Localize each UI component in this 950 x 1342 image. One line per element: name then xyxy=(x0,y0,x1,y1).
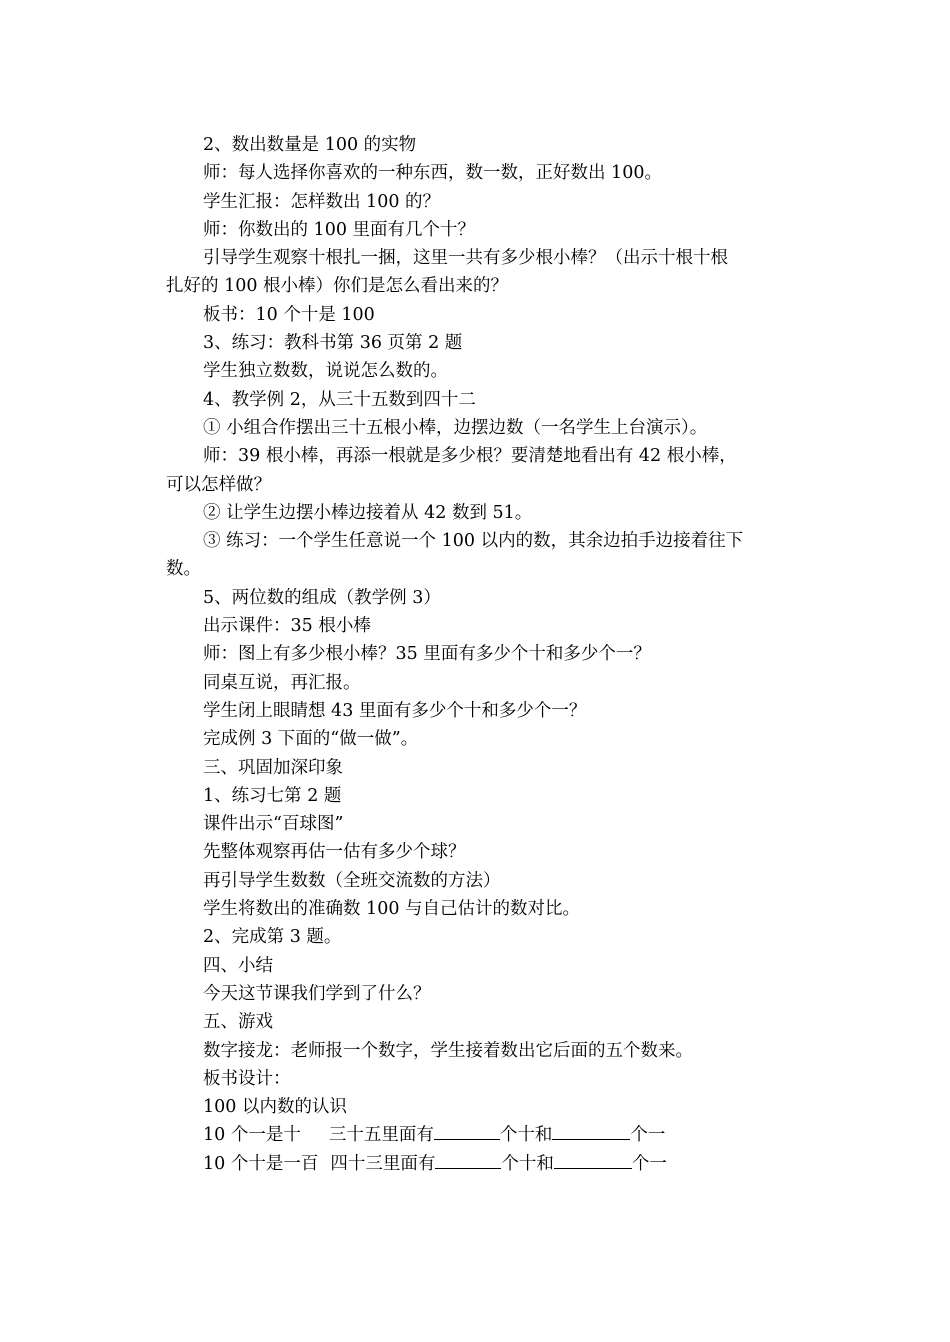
fill-blank-ones xyxy=(554,1151,632,1169)
paragraph: 再引导学生数数（全班交流数的方法） xyxy=(203,870,501,891)
paragraph: 4、教学例 2，从三十五数到四十二 xyxy=(203,389,476,410)
paragraph: 先整体观察再估一估有多少个球？ xyxy=(203,842,466,863)
board-tens-label: 个十和 xyxy=(499,1125,553,1146)
paragraph: 1、练习七第 2 题 xyxy=(203,785,342,806)
board-tens-label: 个十和 xyxy=(501,1153,554,1174)
fill-blank-tens xyxy=(435,1151,501,1169)
paragraph: 学生汇报：怎样数出 100 的？ xyxy=(203,191,441,212)
paragraph: 师：图上有多少根小棒？35 里面有多少个十和多少个一？ xyxy=(203,644,651,665)
board-ones-label: 个一 xyxy=(630,1125,666,1146)
board-question: 三十五里面有 xyxy=(328,1125,434,1146)
section-heading: 四、小结 xyxy=(203,955,273,976)
paragraph: 师：39 根小棒，再添一根就是多少根？要清楚地看出有 42 根小棒， xyxy=(203,446,737,467)
board-title: 100 以内数的认识 xyxy=(203,1097,347,1118)
section-heading: 三、巩固加深印象 xyxy=(203,757,343,778)
paragraph: 师：你数出的 100 里面有几个十？ xyxy=(203,219,476,240)
document-body xyxy=(166,131,786,1178)
board-fact: 10 个十是一百 xyxy=(203,1153,319,1174)
paragraph-continuation: 扎好的 100 根小棒）你们是怎么看出来的？ xyxy=(166,276,509,297)
paragraph: ③ 练习：一个学生任意说一个 100 以内的数，其余边拍手边接着往下 xyxy=(203,531,744,552)
paragraph: 板书：10 个十是 100 xyxy=(203,304,375,325)
board-question: 四十三里面有 xyxy=(330,1153,436,1174)
paragraph: 2、数出数量是 100 的实物 xyxy=(203,135,417,155)
paragraph: 学生独立数数，说说怎么数的。 xyxy=(203,361,448,382)
fill-blank-ones xyxy=(552,1122,630,1140)
board-ones-label: 个一 xyxy=(631,1153,667,1174)
paragraph: 5、两位数的组成（教学例 3） xyxy=(203,587,441,608)
board-row-1 xyxy=(166,1121,786,1149)
paragraph: 学生闭上眼睛想 43 里面有多少个十和多少个一？ xyxy=(203,700,587,721)
paragraph: 完成例 3 下面的“做一做”。 xyxy=(203,729,419,750)
paragraph: 今天这节课我们学到了什么？ xyxy=(203,983,431,1004)
paragraph: 3、练习：教科书第 36 页第 2 题 xyxy=(203,333,463,354)
paragraph: ① 小组合作摆出三十五根小棒，边摆边数（一名学生上台演示）。 xyxy=(203,417,708,438)
section-heading: 五、游戏 xyxy=(203,1012,273,1033)
board-row-2 xyxy=(166,1150,786,1178)
paragraph: 学生将数出的准确数 100 与自己估计的数对比。 xyxy=(203,899,581,920)
paragraph: ② 让学生边摆小棒边接着从 42 数到 51。 xyxy=(203,502,533,523)
paragraph: 出示课件：35 根小棒 xyxy=(203,616,371,637)
paragraph: 引导学生观察十根扎一捆，这里一共有多少根小棒？（出示十根十根 xyxy=(203,248,728,269)
paragraph-continuation: 可以怎样做？ xyxy=(166,474,271,495)
paragraph-continuation: 数。 xyxy=(166,559,201,580)
fill-blank-tens xyxy=(434,1122,500,1140)
paragraph: 同桌互说，再汇报。 xyxy=(203,672,361,693)
paragraph: 2、完成第 3 题。 xyxy=(203,927,342,948)
paragraph: 师：每人选择你喜欢的一种东西，数一数，正好数出 100。 xyxy=(203,163,662,184)
paragraph: 板书设计： xyxy=(203,1068,291,1089)
paragraph: 课件出示“百球图” xyxy=(203,814,344,835)
board-fact: 10 个一是十 xyxy=(203,1125,301,1146)
paragraph: 数字接龙：老师报一个数字，学生接着数出它后面的五个数来。 xyxy=(203,1040,693,1061)
